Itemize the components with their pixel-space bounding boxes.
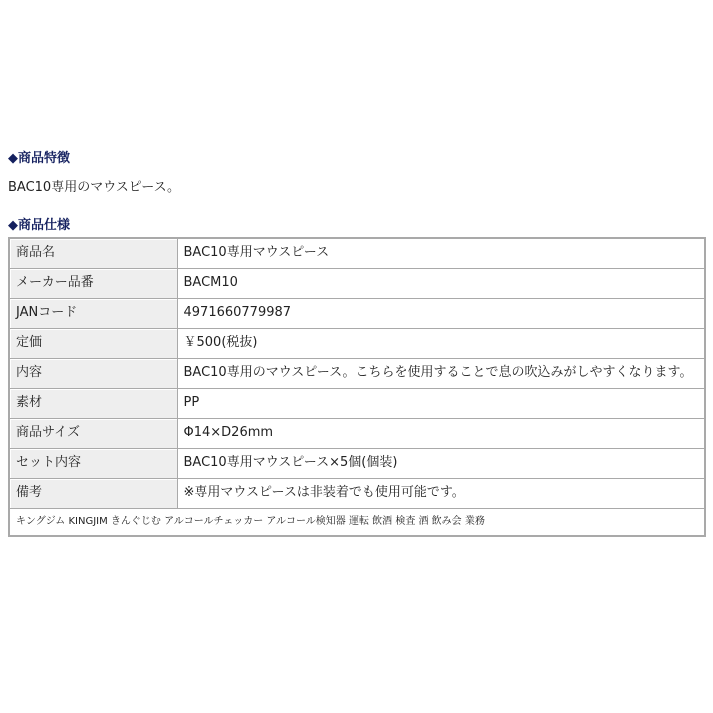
spec-label: セット内容 [9,448,177,478]
spec-table [8,237,706,537]
spec-value: BACM10 [177,268,705,298]
features-description: BAC10専用のマウスピース。 [8,180,181,195]
spec-label: 定価 [9,328,177,358]
features-heading: ◆商品特徴 [8,151,70,166]
spec-value: BAC10専用のマウスピース。こちらを使用することで息の吹込みがしやすくなります。 [177,358,705,388]
keywords-text: キングジム KINGJIM きんぐじむ アルコールチェッカー アルコール検知器 運転 飲酒 検査 酒 飲み会 業務 [9,508,705,536]
spec-value: BAC10専用マウスピース [177,238,705,268]
spec-label: 商品サイズ [9,418,177,448]
table-row [9,238,705,268]
table-row [9,298,705,328]
spec-label: JANコード [9,298,177,328]
spec-value: ￥500(税抜) [177,328,705,358]
spec-value: 4971660779987 [177,298,705,328]
spec-value: BAC10専用マウスピース×5個(個装) [177,448,705,478]
spec-value: PP [177,388,705,418]
keywords-row [9,508,705,536]
spec-value: ※専用マウスピースは非装着でも使用可能です。 [177,478,705,508]
spec-label: 素材 [9,388,177,418]
table-row [9,478,705,508]
spec-heading: ◆商品仕様 [8,218,70,233]
table-row [9,418,705,448]
spec-label: 内容 [9,358,177,388]
table-row [9,328,705,358]
table-row [9,388,705,418]
table-row [9,358,705,388]
spec-label: メーカー品番 [9,268,177,298]
spec-label: 備考 [9,478,177,508]
table-row [9,268,705,298]
spec-value: Φ14×D26mm [177,418,705,448]
table-row [9,448,705,478]
spec-label: 商品名 [9,238,177,268]
